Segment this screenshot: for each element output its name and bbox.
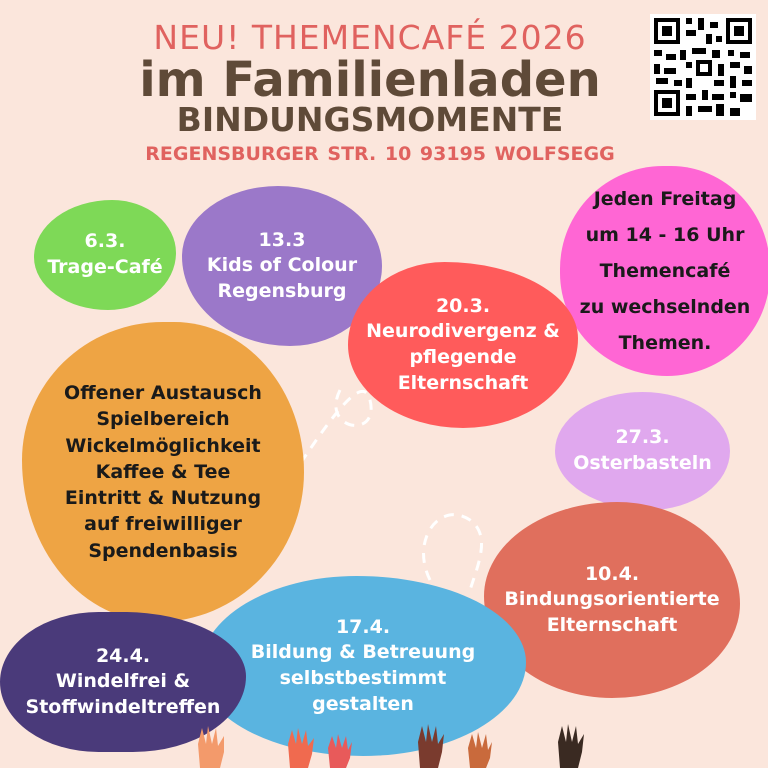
info-blob bbox=[22, 322, 304, 622]
info-line: Offener Austausch bbox=[64, 382, 262, 405]
event-date: 20.3. bbox=[435, 294, 491, 317]
event-date: 27.3. bbox=[615, 426, 670, 449]
header-line-2: im Familienladen bbox=[139, 52, 601, 108]
schedule-line: zu wechselnden bbox=[579, 296, 751, 319]
schedule-line: Themen. bbox=[618, 332, 712, 355]
event-date: 17.4. bbox=[335, 615, 391, 638]
event-title: Trage-Café bbox=[47, 256, 163, 278]
event-date: 24.4. bbox=[95, 644, 151, 667]
info-line: auf freiwilliger bbox=[84, 513, 242, 536]
header-line-1: NEU! THEMENCAFÉ 2026 bbox=[153, 18, 587, 57]
info-line: Spendenbasis bbox=[88, 539, 238, 562]
address: REGENSBURGER STR. 10 93195 WOLFSEGG bbox=[145, 143, 615, 165]
event-title: Windelfrei & Stoffwindeltreffen bbox=[25, 670, 221, 718]
header-line-3: BINDUNGSMOMENTE bbox=[176, 100, 564, 139]
event-date: 13.3 bbox=[258, 228, 306, 251]
info-line: Spielbereich bbox=[96, 408, 230, 431]
info-line: Wickelmöglichkeit bbox=[65, 434, 261, 457]
event-title: Osterbasteln bbox=[573, 452, 712, 474]
schedule-line: um 14 - 16 Uhr bbox=[585, 223, 745, 246]
info-line: Kaffee & Tee bbox=[95, 460, 231, 483]
event-title: Bindungsorientierte Elternschaft bbox=[504, 588, 720, 636]
event-date: 10.4. bbox=[584, 562, 640, 585]
raised-hands-icon bbox=[180, 722, 600, 768]
event-title: Neurodivergenz & pflegende Elternschaft bbox=[366, 320, 560, 394]
event-title: Kids of Colour Regensburg bbox=[206, 254, 358, 302]
event-title: Bildung & Betreuung selbstbestimmt gestalten bbox=[250, 641, 476, 715]
event-blob-osterbasteln bbox=[555, 392, 730, 510]
schedule-blob bbox=[560, 166, 768, 376]
schedule-line: Themencafé bbox=[599, 259, 731, 282]
event-blob-trage-cafe bbox=[34, 200, 176, 310]
schedule-line: Jeden Freitag bbox=[593, 187, 737, 210]
qr-code-icon bbox=[650, 14, 756, 120]
event-date: 6.3. bbox=[84, 230, 126, 253]
info-line: Eintritt & Nutzung bbox=[64, 487, 262, 510]
